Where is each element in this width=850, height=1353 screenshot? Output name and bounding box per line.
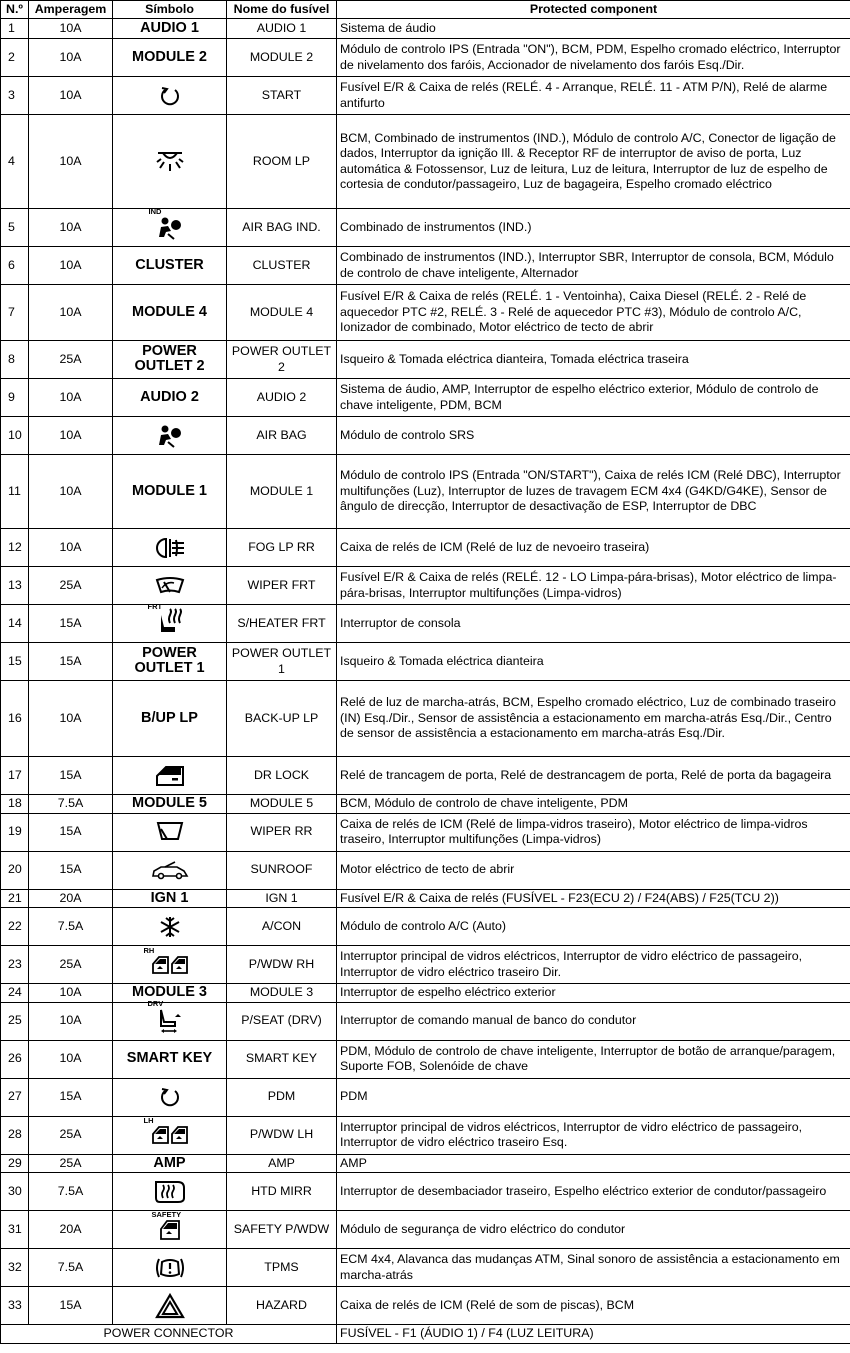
fuse-name: SAFETY P/WDW [227, 1211, 337, 1249]
fuse-amperage: 10A [29, 285, 113, 341]
symbol-text: POWER OUTLET 2 [134, 343, 205, 375]
fuse-symbol [113, 39, 227, 77]
protected-component: Caixa de relés de ICM (Relé de som de piscas), BCM [337, 1287, 850, 1325]
symbol-text: B/UP LP [141, 709, 198, 726]
fuse-symbol [113, 341, 227, 379]
fuse-symbol [113, 19, 227, 39]
table-row [1, 795, 850, 814]
fuse-name: MODULE 4 [227, 285, 337, 341]
table-row [1, 681, 850, 757]
header-no: N.º [1, 1, 29, 19]
protected-component: Interruptor de desembaciador traseiro, Espelho eléctrico exterior de condutor/passageiro [337, 1173, 850, 1211]
fuse-symbol [113, 1116, 227, 1154]
table-row [1, 77, 850, 115]
fuse-amperage: 25A [29, 1154, 113, 1173]
fuse-symbol [113, 417, 227, 455]
protected-component: PDM [337, 1078, 850, 1116]
fuse-name: AUDIO 2 [227, 379, 337, 417]
fuse-amperage: 10A [29, 455, 113, 529]
table-row [1, 1154, 850, 1173]
fuse-number: 28 [1, 1116, 29, 1154]
fuse-symbol [113, 1154, 227, 1173]
fuse-number: 5 [1, 209, 29, 247]
fuse-name: PDM [227, 1078, 337, 1116]
airbag-icon [156, 424, 184, 448]
fuse-number: 1 [1, 19, 29, 39]
fuse-number: 21 [1, 889, 29, 908]
fuse-amperage: 7.5A [29, 1173, 113, 1211]
fuse-name: SMART KEY [227, 1040, 337, 1078]
fuse-name: WIPER RR [227, 813, 337, 851]
fuse-symbol [113, 757, 227, 795]
fuse-name: FOG LP RR [227, 529, 337, 567]
fuse-symbol [113, 851, 227, 889]
table-row [1, 417, 850, 455]
header-fuse-name: Nome do fusível [227, 1, 337, 19]
protected-component: Módulo de controlo IPS (Entrada "ON/START"), Caixa de relés ICM (Relé DBC), Interruptor multifunções (Luz), Interruptor de luzes de travagem ECM 4x4 (G4KD/G4KE), Sensor de ângulo de direcção, Interruptor de desactivação de ESP, Interruptor de DBC [337, 455, 850, 529]
protected-component: Interruptor de comando manual de banco do condutor [337, 1002, 850, 1040]
heated-mirror-icon [152, 1180, 188, 1204]
table-row [1, 1211, 850, 1249]
fuse-number: 7 [1, 285, 29, 341]
table-row [1, 908, 850, 946]
protected-component: Módulo de controlo A/C (Auto) [337, 908, 850, 946]
fuse-symbol [113, 795, 227, 814]
symbol-text: MODULE 5 [132, 795, 207, 811]
start-icon [158, 1085, 182, 1109]
symbol-text: MODULE 1 [132, 482, 207, 499]
fuse-amperage: 7.5A [29, 1249, 113, 1287]
protected-component: Módulo de controlo SRS [337, 417, 850, 455]
fuse-number: 26 [1, 1040, 29, 1078]
protected-component: Interruptor principal de vidros eléctricos, Interruptor de vidro eléctrico de passageiro, Interruptor de vidro eléctrico traseiro Dir. [337, 946, 850, 984]
fuse-amperage: 10A [29, 19, 113, 39]
symbol-text: AUDIO 1 [140, 19, 199, 36]
protected-component: AMP [337, 1154, 850, 1173]
fuse-symbol [113, 77, 227, 115]
table-row [1, 1002, 850, 1040]
table-row [1, 529, 850, 567]
fuse-amperage: 10A [29, 984, 113, 1003]
protected-component: Sistema de áudio [337, 19, 850, 39]
table-row [1, 1040, 850, 1078]
table-row [1, 1078, 850, 1116]
protected-component: ECM 4x4, Alavanca das mudanças ATM, Sinal sonoro de assistência a estacionamento em marcha-atrás [337, 1249, 850, 1287]
header-amperage: Amperagem [29, 1, 113, 19]
fuse-amperage: 15A [29, 1287, 113, 1325]
fuse-symbol [113, 285, 227, 341]
fuse-number: 12 [1, 529, 29, 567]
fuse-symbol [113, 115, 227, 209]
icon-tag: FRT [147, 601, 163, 611]
protected-component: Interruptor principal de vidros eléctricos, Interruptor de vidro eléctrico de passageiro, Interruptor de vidro eléctrico traseiro Esq. [337, 1116, 850, 1154]
fuse-symbol [113, 1211, 227, 1249]
fuse-name: MODULE 1 [227, 455, 337, 529]
fuse-symbol [113, 206, 227, 247]
fuse-symbol [113, 1173, 227, 1211]
fuse-number: 13 [1, 567, 29, 605]
power-window-icon [143, 945, 189, 975]
footer-row [1, 1325, 850, 1344]
table-row [1, 1249, 850, 1287]
protected-component: Motor eléctrico de tecto de abrir [337, 851, 850, 889]
table-row [1, 379, 850, 417]
fuse-amperage: 15A [29, 643, 113, 681]
symbol-text: SMART KEY [126, 1050, 213, 1067]
protected-component: Fusível E/R & Caixa de relés (RELÉ. 4 - Arranque, RELÉ. 11 - ATM P/N), Relé de alarme antifurto [337, 77, 850, 115]
table-row [1, 605, 850, 643]
fuse-name: AIR BAG IND. [227, 209, 337, 247]
tpms-icon [153, 1256, 187, 1280]
fuse-number: 9 [1, 379, 29, 417]
fuse-amperage: 7.5A [29, 795, 113, 814]
fuse-symbol [113, 567, 227, 605]
fuse-name: BACK-UP LP [227, 681, 337, 757]
symbol-text: IGN 1 [150, 889, 189, 906]
power-connector-value: FUSÍVEL - F1 (ÁUDIO 1) / F4 (LUZ LEITURA) [337, 1325, 850, 1344]
fuse-amperage: 20A [29, 889, 113, 908]
fuse-amperage: 10A [29, 247, 113, 285]
fuse-amperage: 25A [29, 567, 113, 605]
fuse-name: P/SEAT (DRV) [227, 1002, 337, 1040]
fuse-symbol [113, 379, 227, 417]
table-row [1, 813, 850, 851]
protected-component: BCM, Combinado de instrumentos (IND.), Módulo de controlo A/C, Conector de ligação de dados, Interruptor da ignição Ill. & Receptor RF de interruptor de aviso de porta, Luz automática & Fotossensor, Luz de leitura, Luz de leitura, Interruptor de luz de espelho de cortesia de condutor/passageiro, Luz de bagageira, Espelho cromado eléctrico [337, 115, 850, 209]
seat-heater-icon [147, 601, 185, 637]
table-row [1, 39, 850, 77]
symbol-text: MODULE 2 [132, 48, 207, 65]
fuse-name: S/HEATER FRT [227, 605, 337, 643]
fuse-symbol [113, 681, 227, 757]
fuse-amperage: 10A [29, 209, 113, 247]
symbol-text: AMP [153, 1154, 186, 1171]
rear-fog-icon [154, 537, 186, 559]
fuse-symbol [113, 813, 227, 851]
fuse-name: AMP [227, 1154, 337, 1173]
fuse-symbol [113, 1249, 227, 1287]
protected-component: Combinado de instrumentos (IND.), Interruptor SBR, Interruptor de consola, BCM, Módulo de controlo de chave inteligente, Alternador [337, 247, 850, 285]
protected-component: Isqueiro & Tomada eléctrica dianteira, Tomada eléctrica traseira [337, 341, 850, 379]
fuse-name: P/WDW RH [227, 946, 337, 984]
fuse-symbol [113, 1078, 227, 1116]
protected-component: Isqueiro & Tomada eléctrica dianteira [337, 643, 850, 681]
fuse-name: A/CON [227, 908, 337, 946]
fuse-amperage: 10A [29, 115, 113, 209]
fuse-name: MODULE 3 [227, 984, 337, 1003]
fuse-name: POWER OUTLET 1 [227, 643, 337, 681]
fuse-number: 20 [1, 851, 29, 889]
hazard-icon [156, 1294, 184, 1318]
fuse-name: CLUSTER [227, 247, 337, 285]
fuse-name: HAZARD [227, 1287, 337, 1325]
protected-component: Relé de luz de marcha-atrás, BCM, Espelho cromado eléctrico, Luz de combinado traseiro (IN) Esq./Dir., Sensor de assistência a estacionamento em marcha-atrás Esq./Dir., Centro de sensor de assistência a estacionamento em marcha-atrás Esq./Dir. [337, 681, 850, 757]
fuse-amperage: 20A [29, 1211, 113, 1249]
front-wiper-icon [155, 576, 185, 596]
protected-component: Caixa de relés de ICM (Relé de limpa-vidros traseiro), Motor eléctrico de limpa-vidros traseiro, Interruptor multifunções (Limpa-vidros) [337, 813, 850, 851]
table-row [1, 209, 850, 247]
fuse-name: MODULE 5 [227, 795, 337, 814]
fuse-number: 25 [1, 1002, 29, 1040]
fuse-number: 2 [1, 39, 29, 77]
icon-tag: RH [143, 945, 155, 955]
fuse-name: MODULE 2 [227, 39, 337, 77]
fuse-amperage: 10A [29, 379, 113, 417]
fuse-amperage: 25A [29, 1116, 113, 1154]
airbag-ind-icon [148, 206, 184, 240]
fuse-symbol [113, 889, 227, 908]
icon-tag: SAFETY [151, 1209, 182, 1219]
fuse-amperage: 25A [29, 946, 113, 984]
symbol-text: CLUSTER [135, 256, 204, 273]
protected-component: Fusível E/R & Caixa de relés (FUSÍVEL - F23(ECU 2) / F24(ABS) / F25(TCU 2)) [337, 889, 850, 908]
fuse-number: 17 [1, 757, 29, 795]
table-row [1, 1287, 850, 1325]
fuse-amperage: 15A [29, 605, 113, 643]
fuse-number: 8 [1, 341, 29, 379]
room-lamp-icon [155, 149, 185, 175]
symbol-text: AUDIO 2 [140, 388, 199, 405]
fuse-name: HTD MIRR [227, 1173, 337, 1211]
protected-component: Caixa de relés de ICM (Relé de luz de nevoeiro traseira) [337, 529, 850, 567]
fuse-number: 27 [1, 1078, 29, 1116]
fuse-number: 22 [1, 908, 29, 946]
protected-component: Sistema de áudio, AMP, Interruptor de espelho eléctrico exterior, Módulo de controlo de chave inteligente, PDM, BCM [337, 379, 850, 417]
fuse-number: 31 [1, 1211, 29, 1249]
fuse-symbol [113, 643, 227, 681]
protected-component: Combinado de instrumentos (IND.) [337, 209, 850, 247]
fuse-number: 29 [1, 1154, 29, 1173]
fuse-name: IGN 1 [227, 889, 337, 908]
table-row [1, 643, 850, 681]
header-component: Protected component [337, 1, 850, 19]
fuse-symbol [113, 1040, 227, 1078]
power-seat-icon [147, 999, 185, 1034]
protected-component: Relé de trancagem de porta, Relé de destrancagem de porta, Relé de porta da bagageira [337, 757, 850, 795]
fuse-amperage: 15A [29, 813, 113, 851]
fuse-symbol [113, 984, 227, 1003]
fuse-symbol [113, 455, 227, 529]
header-row [1, 1, 850, 19]
fuse-amperage: 10A [29, 1040, 113, 1078]
fuse-name: P/WDW LH [227, 1116, 337, 1154]
symbol-text: MODULE 4 [132, 303, 207, 320]
fuse-name: AIR BAG [227, 417, 337, 455]
table-row [1, 1116, 850, 1154]
rear-wiper-icon [155, 821, 185, 843]
fuse-number: 3 [1, 77, 29, 115]
fuse-name: DR LOCK [227, 757, 337, 795]
table-row [1, 984, 850, 1003]
table-row [1, 285, 850, 341]
fuse-name: SUNROOF [227, 851, 337, 889]
ac-icon [159, 916, 181, 938]
fuse-amperage: 10A [29, 77, 113, 115]
fuse-name: WIPER FRT [227, 567, 337, 605]
fuse-amperage: 15A [29, 1078, 113, 1116]
safety-window-icon [151, 1209, 182, 1241]
fuse-amperage: 10A [29, 39, 113, 77]
fuse-amperage: 10A [29, 417, 113, 455]
table-row [1, 1173, 850, 1211]
fuse-amperage: 25A [29, 341, 113, 379]
protected-component: Módulo de segurança de vidro eléctrico do condutor [337, 1211, 850, 1249]
table-row [1, 19, 850, 39]
table-row [1, 757, 850, 795]
fuse-number: 32 [1, 1249, 29, 1287]
fuse-number: 16 [1, 681, 29, 757]
fuse-number: 14 [1, 605, 29, 643]
fuse-amperage: 10A [29, 681, 113, 757]
fuse-symbol [113, 908, 227, 946]
icon-tag: LH [143, 1116, 154, 1125]
fuse-symbol [113, 601, 227, 643]
symbol-text: POWER OUTLET 1 [134, 645, 205, 677]
protected-component: Interruptor de consola [337, 605, 850, 643]
fuse-name: AUDIO 1 [227, 19, 337, 39]
fuse-number: 19 [1, 813, 29, 851]
fuse-name: ROOM LP [227, 115, 337, 209]
protected-component: Fusível E/R & Caixa de relés (RELÉ. 1 - Ventoinha), Caixa Diesel (RELÉ. 2 - Relé de aquecedor PTC #2, RELÉ. 3 - Relé de aquecedor PTC #3), Módulo de controlo A/C, Ionizador de combinado, Motor eléctrico de tecto de abrir [337, 285, 850, 341]
fuse-symbol [113, 946, 227, 984]
fuse-symbol [113, 529, 227, 567]
fuse-amperage: 10A [29, 529, 113, 567]
table-row [1, 567, 850, 605]
fuse-number: 15 [1, 643, 29, 681]
table-row [1, 851, 850, 889]
start-icon [158, 84, 182, 108]
protected-component: Interruptor de espelho eléctrico exterior [337, 984, 850, 1003]
table-row [1, 455, 850, 529]
fuse-amperage: 15A [29, 757, 113, 795]
fuse-number: 11 [1, 455, 29, 529]
icon-tag: DRV [147, 999, 164, 1008]
door-lock-icon [154, 764, 186, 788]
fuse-name: START [227, 77, 337, 115]
fuse-number: 24 [1, 984, 29, 1003]
fuse-amperage: 10A [29, 1002, 113, 1040]
sunroof-icon [151, 859, 189, 881]
fuse-number: 6 [1, 247, 29, 285]
protected-component: Fusível E/R & Caixa de relés (RELÉ. 12 - LO Limpa-pára-brisas), Motor eléctrico de limpa-pára-brisas, Interruptor multifunções (Limpa-vidros) [337, 567, 850, 605]
table-row [1, 247, 850, 285]
fuse-number: 18 [1, 795, 29, 814]
fuse-number: 33 [1, 1287, 29, 1325]
power-connector-label: POWER CONNECTOR [1, 1325, 337, 1344]
fuse-number: 4 [1, 115, 29, 209]
symbol-text: MODULE 3 [132, 984, 207, 1000]
fuse-amperage: 15A [29, 851, 113, 889]
fuse-name: POWER OUTLET 2 [227, 341, 337, 379]
fuse-name: TPMS [227, 1249, 337, 1287]
icon-tag: IND [148, 206, 162, 216]
fuse-symbol [113, 247, 227, 285]
table-row [1, 115, 850, 209]
protected-component: Módulo de controlo IPS (Entrada "ON"), BCM, PDM, Espelho cromado eléctrico, Interruptor de nivelamento dos faróis, Accionador de nivelamento dos faróis Esq./Dir. [337, 39, 850, 77]
header-symbol: Símbolo [113, 1, 227, 19]
protected-component: PDM, Módulo de controlo de chave inteligente, Interruptor de botão de arranque/paragem, Suporte FOB, Solenóide de chave [337, 1040, 850, 1078]
protected-component: BCM, Módulo de controlo de chave inteligente, PDM [337, 795, 850, 814]
power-window-icon [143, 1116, 189, 1145]
fuse-number: 23 [1, 946, 29, 984]
table-row [1, 889, 850, 908]
fuse-number: 30 [1, 1173, 29, 1211]
table-row [1, 341, 850, 379]
fuse-symbol [113, 1287, 227, 1325]
table-row [1, 946, 850, 984]
fuse-symbol [113, 999, 227, 1040]
fuse-number: 10 [1, 417, 29, 455]
fuse-amperage: 7.5A [29, 908, 113, 946]
